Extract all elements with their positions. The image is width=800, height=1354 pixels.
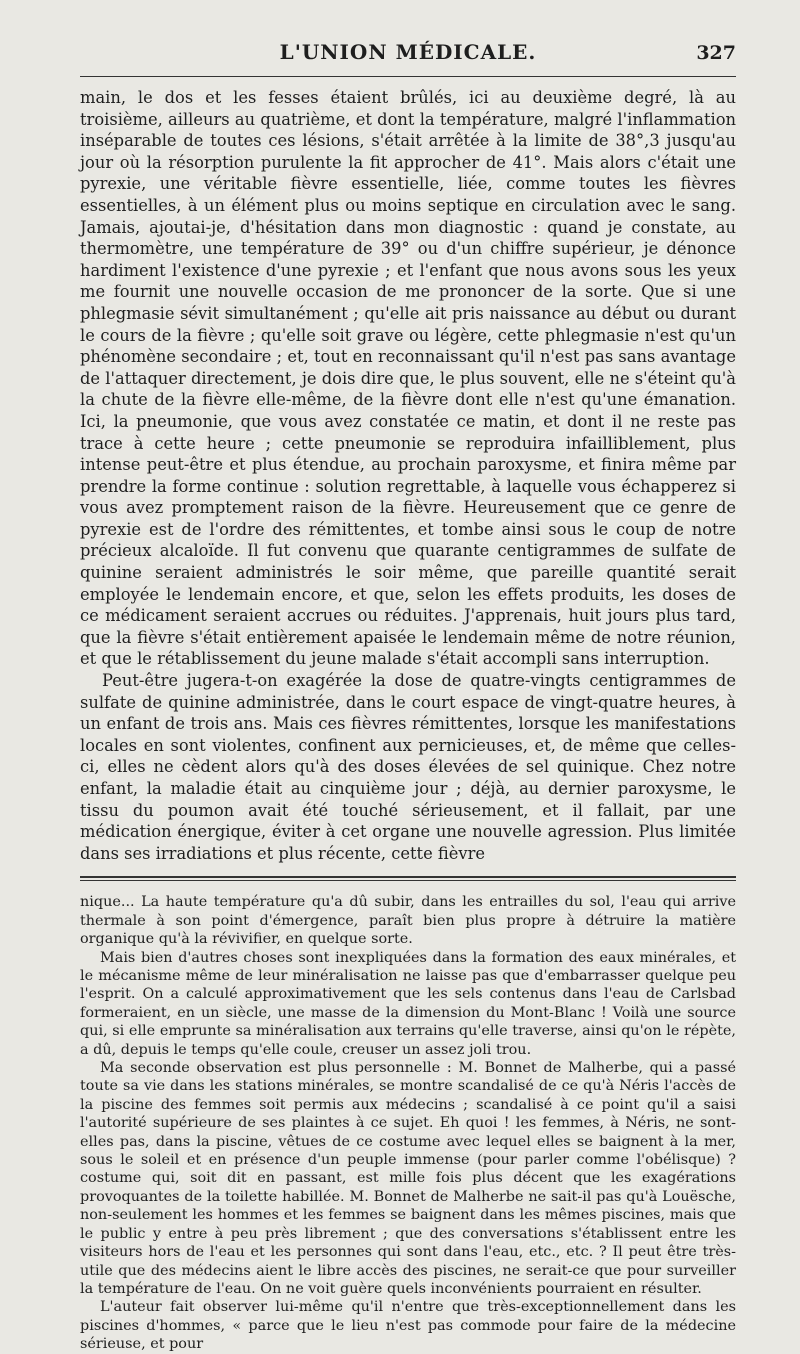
page-number: 327 bbox=[696, 42, 736, 64]
main-text bbox=[80, 87, 736, 864]
footnote-paragraph: Ma seconde observation est plus personnelle : M. Bonnet de Malherbe, qui a passé toute sa vie dans les stations minérales, se montre scandalisé de ce qu'à Néris l'accès de la piscine des femmes soit permis aux médecins ; scandalisé à ce point qu'il a saisi l'autorité supérieure de ses plaintes à ce sujet. Eh quoi ! les femmes, à Néris, ne sont-elles pas, dans la piscine, vêtues de ce costume avec lequel elles se baignent à la mer, sous le soleil et en présence d'un peuple immense (pour parler comme l'obélisque) ? costume qui, soit dit en passant, est mille fois plus décent que les exagérations provoquantes de la toilette habillée. M. Bonnet de Malherbe ne sait-il pas qu'à Louësche, non-seulement les hommes et les femmes se baignent dans les mêmes piscines, mais que le public y entre à peu près librement ; que des conversations s'établissent entre les visiteurs hors de l'eau et les personnes qui sont dans l'eau, etc., etc. ? Il peut être très-utile que des médecins aient le libre accès des piscines, ne serait-ce que pour surveiller la température de l'eau. On ne voit guère quels inconvénients pourraient en résulter. bbox=[80, 1060, 736, 1297]
running-title: L'UNION MÉDICALE. bbox=[279, 40, 537, 64]
main-paragraph: main, le dos et les fesses étaient brûlés, ici au deuxième degré, là au troisième, ailleurs au quatrième, et dont la température, malgré l'inflammation inséparable de toutes ces lésions, s'était arrêtée à la limite de 38°,3 jusqu'au jour où la résorption purulente la fit approcher de 41°. Mais alors c'était une pyrexie, une véritable fièvre essentielle, liée, comme toutes les fièvres essentielles, à un élément plus ou moins septique en circulation avec le sang. Jamais, ajoutai-je, d'hésitation dans mon diagnostic : quand je constate, au thermomètre, une température de 39° ou d'un chiffre supérieur, je dénonce hardiment l'existence d'une pyrexie ; et l'enfant que nous avons sous les yeux me fournit une nouvelle occasion de me prononcer de la sorte. Que si une phlegmasie sévit simultanément ; qu'elle ait pris naissance au début ou durant le cours de la fièvre ; qu'elle soit grave ou légère, cette phlegmasie n'est qu'un phénomène secondaire ; et, tout en reconnaissant qu'il n'est pas sans avantage de l'attaquer directement, je dois dire que, le plus souvent, elle ne s'éteint qu'à la chute de la fièvre elle-même, de la fièvre dont elle n'est qu'une émanation. Ici, la pneumonie, que vous avez constatée ce matin, et dont il ne reste pas trace à cette heure ; cette pneumonie se reproduira infailliblement, plus intense peut-être et plus étendue, au prochain paroxysme, et finira même par prendre la forme continue : solution regrettable, à laquelle vous échapperez si vous avez promptement raison de la fièvre. Heureusement que ce genre de pyrexie est de l'ordre des rémittentes, et tombe ainsi sous le coup de notre précieux alcaloïde. Il fut convenu que quarante centigrammes de sulfate de quinine seraient administrés le soir même, que pareille quantité serait employée le lendemain encore, et que, selon les effets produits, les doses de ce médicament seraient accrues ou réduites. J'apprenais, huit jours plus tard, que la fièvre s'était entièrement apaisée le lendemain même de notre réunion, et que le rétablissement du jeune malade s'était accompli sans interruption. bbox=[80, 88, 736, 669]
page-header bbox=[80, 40, 736, 70]
footnote-text bbox=[80, 893, 736, 1353]
header-rule bbox=[80, 76, 736, 77]
footnote-paragraph: Mais bien d'autres choses sont inexpliquées dans la formation des eaux minérales, et le mécanisme même de leur minéralisation ne laisse pas que d'embarrasser quelque peu l'esprit. On a calculé approximativement que les sels contenus dans l'eau de Carlsbad formeraient, en un siècle, une masse de la dimension du Mont-Blanc ! Voilà une source qui, si elle emprunte sa minéralisation aux terrains qu'elle traverse, ainsi qu'on le répète, a dû, depuis le temps qu'elle coule, creuser un assez joli trou. bbox=[80, 949, 736, 1058]
footnote-paragraph: L'auteur fait observer lui-même qu'il n'entre que très-exceptionnellement dans les piscines d'hommes, « parce que le lieu n'est pas commode pour faire de la médecine sérieuse, et pour bbox=[80, 1299, 736, 1353]
footnote-separator bbox=[80, 876, 736, 881]
main-paragraph: Peut-être jugera-t-on exagérée la dose de quatre-vingts centigrammes de sulfate de quinine administrée, dans le court espace de vingt-quatre heures, à un enfant de trois ans. Mais ces fièvres rémittentes, lorsque les manifestations locales en sont violentes, confinent aux pernicieuses, et, de même que celles-ci, elles ne cèdent alors qu'à des doses élevées de sel quinique. Chez notre enfant, la maladie était au cinquième jour ; déjà, au dernier paroxysme, le tissu du poumon avait été touché sérieusement, et il fallait, par une médication énergique, éviter à cet organe une nouvelle agression. Plus limitée dans ses irradiations et plus récente, cette fièvre bbox=[80, 671, 736, 863]
footnote-paragraph: nique... La haute température qu'a dû subir, dans les entrailles du sol, l'eau qui arrive thermale à son point d'émergence, paraît bien plus propre à détruire la matière organique qu'à la révivifier, en quelque sorte. bbox=[80, 894, 736, 948]
